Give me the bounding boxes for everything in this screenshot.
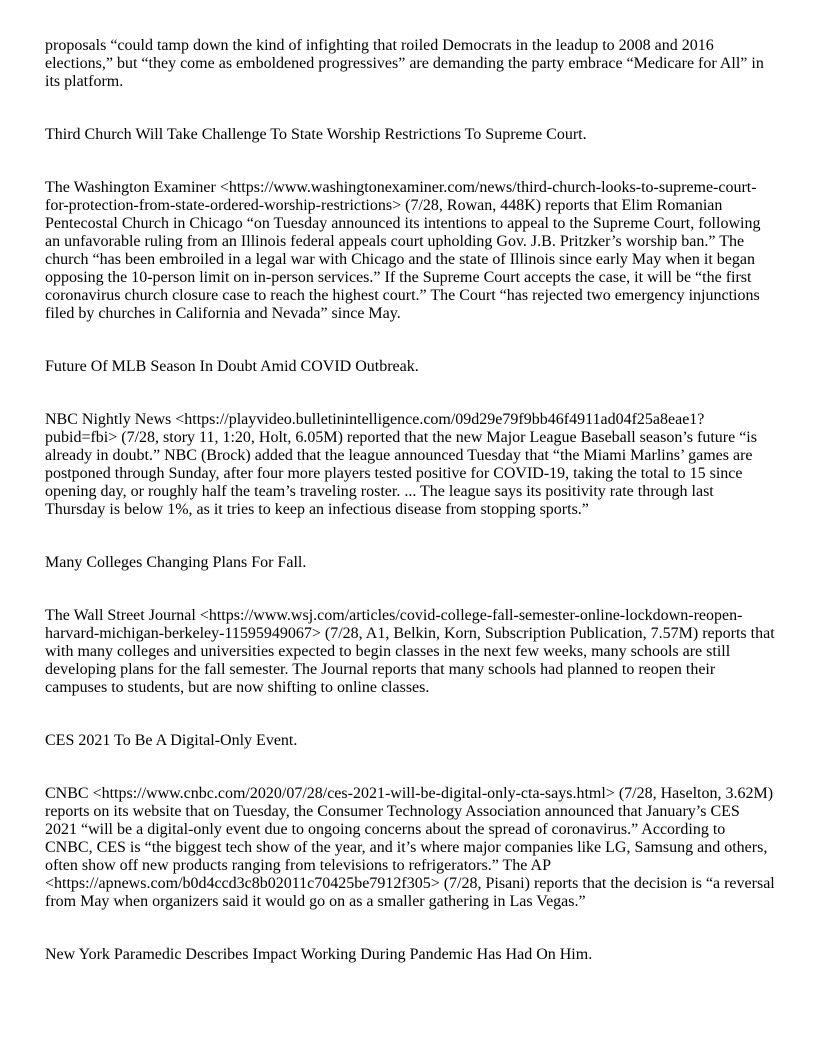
body-paragraph: proposals “could tamp down the kind of infighting that roiled Democrats in the leadup to 2008 and 2016 elections,” but “they come as emboldened progressives” are demanding the party embrace “Medicare for All” in its platform. — [45, 37, 764, 90]
body-paragraph: The Washington Examiner <https://www.washingtonexaminer.com/news/third-church-looks-to-supreme-court-for-protection-from-state-ordered-worship-restrictions> (7/28, Rowan, 448K) reports that Elim Romanian Pentecostal Church in Chicago “on Tuesday announced its intentions to appeal to the Supreme Court, following an unfavorable ruling from an Illinois federal appeals court upholding Gov. J.B. Pritzker’s worship ban.” The church “has been embroiled in a legal war with Chicago and the state of Illinois since early May when it began opposing the 10-person limit on in-person services.” If the Supreme Court accepts the case, it will be “the first coronavirus church closure case to reach the highest court.” The Court “has rejected two emergency injunctions filed by churches in California and Nevada” since May. — [45, 179, 761, 322]
headline: CES 2021 To Be A Digital-Only Event. — [45, 732, 298, 749]
headline: Third Church Will Take Challenge To State Worship Restrictions To Supreme Court. — [45, 126, 587, 143]
headline: Many Colleges Changing Plans For Fall. — [45, 554, 307, 571]
body-paragraph: NBC Nightly News <https://playvideo.bulletinintelligence.com/09d29e79f9bb46f4911ad04f25a8eae1?pubid=fbi> (7/28, story 11, 1:20, Holt, 6.05M) reported that the new Major League Baseball season’s future “is already in doubt.” NBC (Brock) added that the league announced Tuesday that “the Miami Marlins’ games are postponed through Sunday, after four more players tested positive for COVID-19, taking the total to 15 since opening day, or roughly half the team’s traveling roster. ... The league says its positivity rate through last Thursday is below 1%, as it tries to keep an infectious disease from stopping sports.” — [45, 411, 757, 518]
document-page — [45, 37, 775, 964]
headline: Future Of MLB Season In Doubt Amid COVID Outbreak. — [45, 358, 419, 375]
body-paragraph: The Wall Street Journal <https://www.wsj.com/articles/covid-college-fall-semester-online-lockdown-reopen-harvard-michigan-berkeley-11595949067> (7/28, A1, Belkin, Korn, Subscription Publication, 7.57M) reports that with many colleges and universities expected to begin classes in the next few weeks, many schools are still developing plans for the fall semester. The Journal reports that many schools had planned to reopen their campuses to students, but are now shifting to online classes. — [45, 607, 775, 696]
body-paragraph: CNBC <https://www.cnbc.com/2020/07/28/ces-2021-will-be-digital-only-cta-says.html> (7/28, Haselton, 3.62M) reports on its website that on Tuesday, the Consumer Technology Association announced that January’s CES 2021 “will be a digital-only event due to ongoing concerns about the spread of coronavirus.” According to CNBC, CES is “the biggest tech show of the year, and it’s where major companies like LG, Samsung and others, often show off new products ranging from televisions to refrigerators.” The AP <https://apnews.com/b0d4ccd3c8b02011c70425be7912f305> (7/28, Pisani) reports that the decision is “a reversal from May when organizers said it would go on as a smaller gathering in Las Vegas.” — [45, 785, 775, 910]
headline: New York Paramedic Describes Impact Working During Pandemic Has Had On Him. — [45, 946, 593, 963]
